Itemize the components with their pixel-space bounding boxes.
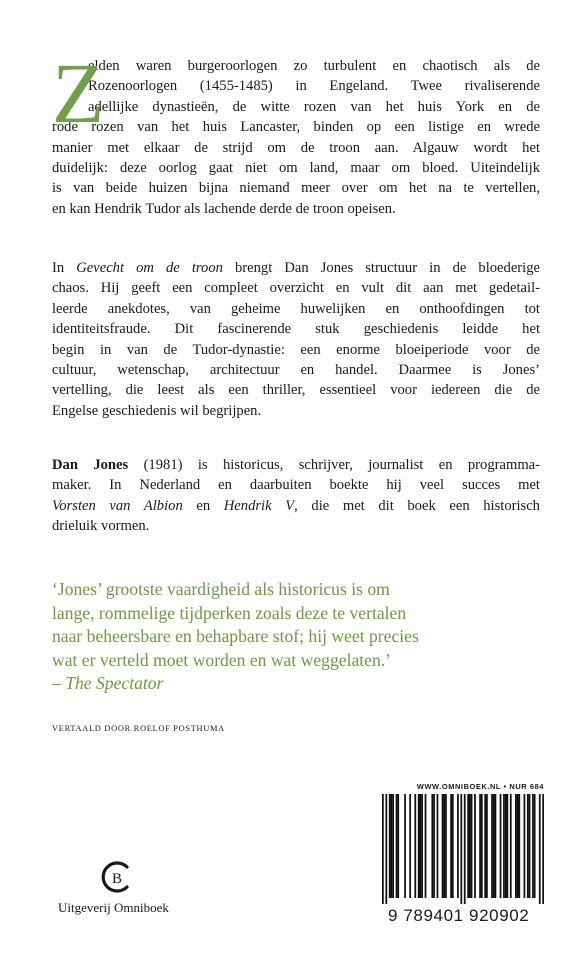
- book-title: Vorsten van Albion: [52, 497, 183, 514]
- quote-attribution: [52, 672, 540, 696]
- summary-line: vertelling, die leest als een thriller, essentieel voor iedereen die de: [52, 382, 540, 399]
- intro-line: manier met elkaar de strijd om de troon aan. Algauw wordt het: [52, 139, 540, 156]
- barcode-bar: [421, 794, 423, 898]
- barcode-bar: [471, 794, 473, 898]
- barcode-bar: [481, 794, 483, 898]
- barcode-bar: [534, 794, 536, 898]
- book-title: Hendrik V: [223, 497, 295, 514]
- barcode-bar: [418, 794, 420, 898]
- summary-line: Engelse geschiedenis wil begrijpen.: [52, 402, 262, 419]
- intro-line: en kan Hendrik Tudor als lachende derde de troon opeisen.: [52, 200, 396, 217]
- barcode-bar: [409, 794, 411, 898]
- barcode-bar: [420, 794, 422, 898]
- summary-text: brengt Dan Jones structuur in de bloederige: [222, 260, 540, 276]
- barcode-bar: [486, 794, 488, 898]
- barcode-bar: [442, 794, 444, 898]
- publisher-logo-icon: [100, 858, 134, 896]
- logo-letter: B: [112, 871, 123, 887]
- barcode-bar: [515, 794, 517, 898]
- barcode-bar: [527, 794, 529, 898]
- barcode-bar: [431, 794, 433, 898]
- barcode-bar: [532, 794, 534, 898]
- barcode-bar: [518, 794, 520, 898]
- isbn-number: 9 789401 920902: [388, 906, 530, 925]
- author-line: drieluik vormen.: [52, 518, 150, 535]
- barcode-bar: [382, 794, 384, 904]
- summary-line: chaos. Hij geeft een compleet overzicht en vult dit aan met gedetail-: [52, 280, 540, 297]
- barcode-bar: [510, 794, 512, 898]
- barcode-bar: [495, 794, 497, 898]
- book-title: Gevecht om de troon: [76, 260, 223, 276]
- quote-source: The Spectator: [65, 673, 164, 694]
- summary-paragraph: [52, 258, 540, 421]
- barcode-bar: [517, 794, 519, 898]
- quote-line: wat er verteld moet worden en wat weggelaten.’: [52, 649, 392, 670]
- barcode-bar: [433, 794, 435, 898]
- barcode-bar: [484, 794, 486, 898]
- publisher-url: WWW.OMNIBOEK.NL • NUR 684: [416, 782, 544, 791]
- barcode-bar: [389, 794, 391, 898]
- barcode-bar: [443, 794, 445, 898]
- author-text: en: [182, 497, 224, 514]
- barcode-bar: [464, 794, 466, 904]
- intro-line: Rozenoorlogen (1455-1485) in Engeland. Twee rivaliserende: [88, 78, 540, 95]
- barcode-bar: [506, 794, 508, 898]
- author-line: [52, 455, 540, 475]
- barcode-bar: [414, 794, 416, 898]
- drop-cap: Z: [52, 45, 105, 141]
- author-text: , die met dit boek een historisch: [294, 497, 540, 514]
- summary-line: begin in van de Tudor-dynastie: een enorme bloeiperiode voor de: [52, 341, 540, 358]
- publisher-name: Uitgeverij Omniboek: [58, 900, 169, 915]
- intro-paragraph: [52, 45, 540, 219]
- isbn-barcode: [382, 794, 544, 904]
- barcode-bar: [469, 794, 471, 898]
- summary-line: leerde anekdotes, van geheime huwelijken en onthoofdingen tot: [52, 300, 540, 317]
- quote-line: lange, rommelige tijdperken zoals deze te vertalen: [52, 602, 407, 623]
- barcode-bar: [467, 794, 469, 898]
- barcode-bar: [493, 794, 495, 898]
- intro-line: duidelijk: deze oorlog gaat niet om land, maar om bloed. Uiteindelijk: [52, 160, 540, 177]
- translator-credit: VERTAALD DOOR ROELOF POSTHUMA: [52, 724, 225, 733]
- author-text: (1981) is historicus, schrijver, journalist en programma-: [128, 457, 541, 473]
- barcode-bar: [529, 794, 531, 898]
- review-quote: [52, 578, 540, 696]
- intro-line: is van beide huizen bijna niemand meer over om het na te vertellen,: [52, 180, 540, 197]
- barcode-bar: [396, 794, 398, 898]
- barcode-bar: [474, 794, 476, 898]
- barcode-bar: [539, 794, 541, 904]
- author-line: [52, 496, 540, 516]
- barcode-bar: [479, 794, 481, 898]
- quote-line: naar beheersbare en behapbare stof; hij weet precies: [52, 626, 419, 647]
- summary-line: identiteitsfraude. Dit fascinerende stuk geschiedenis leidde het: [52, 321, 540, 338]
- barcode-bar: [450, 794, 452, 898]
- barcode-bar: [503, 794, 505, 898]
- barcode-bar: [524, 794, 526, 898]
- barcode-bar: [542, 794, 544, 904]
- barcode-bar: [460, 794, 462, 904]
- intro-line: rode rozen van het huis Lancaster, binden op een listige en wrede: [52, 119, 540, 136]
- author-line: maker. In Nederland en daarbuiten boekte hij veel succes met: [52, 477, 540, 494]
- summary-line: cultuur, wetenschap, architectuur en handel. Daarmee is Jones’: [52, 362, 540, 379]
- barcode-bar: [425, 794, 427, 898]
- barcode-bar: [457, 794, 459, 898]
- intro-line: elden waren burgeroorlogen zo turbulent en chaotisch als de: [88, 58, 540, 74]
- barcode-bar: [404, 794, 406, 898]
- intro-line: adellijke dynastieën, de witte rozen van het huis York en de: [88, 98, 540, 115]
- summary-text: In: [52, 260, 77, 276]
- barcode-bar: [491, 794, 493, 898]
- barcode-bar: [385, 794, 387, 904]
- barcode-bar: [505, 794, 507, 898]
- author-name: Dan Jones: [52, 457, 129, 473]
- barcode-bar: [452, 794, 454, 898]
- quote-dash: –: [52, 673, 66, 694]
- barcode-bar: [397, 794, 399, 898]
- barcode-bar: [437, 794, 439, 898]
- quote-line: ‘Jones’ grootste vaardigheid als historicus is om: [52, 579, 390, 599]
- barcode-bar: [500, 794, 502, 898]
- barcode-area: [382, 782, 544, 926]
- barcode-bar: [445, 794, 447, 898]
- barcode-bar: [391, 794, 393, 898]
- author-bio: [52, 455, 540, 537]
- summary-line: [52, 258, 540, 278]
- barcode-bar: [392, 794, 394, 898]
